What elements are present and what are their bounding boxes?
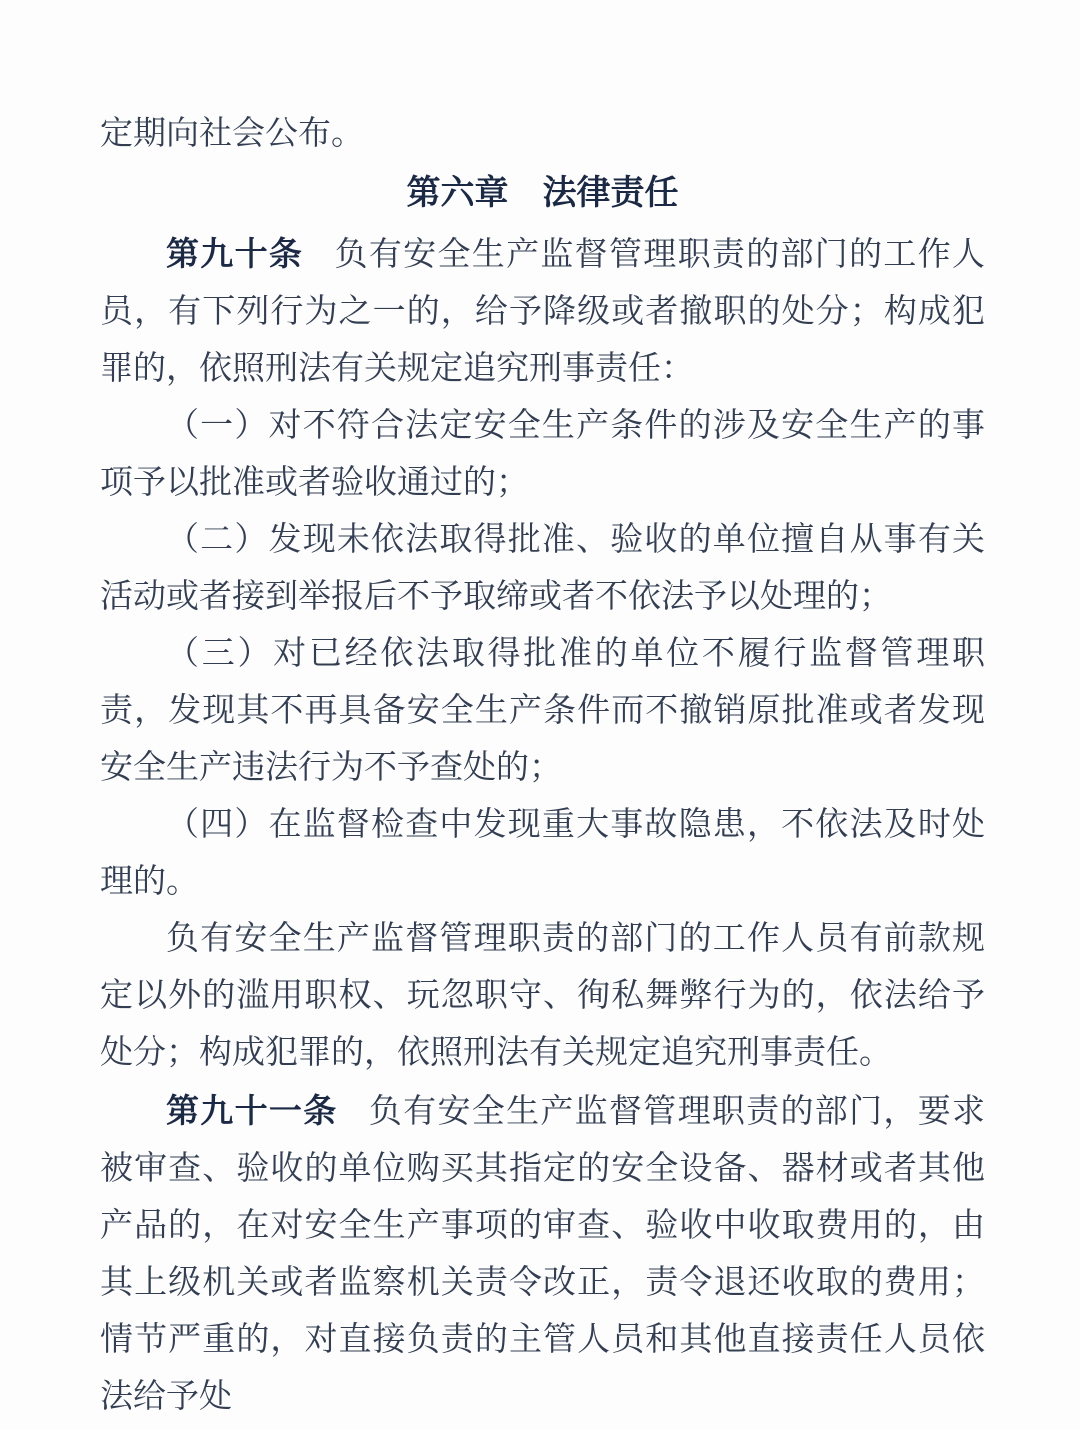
paragraph-continuation: 定期向社会公布。 xyxy=(100,116,364,152)
article-90-intro-paragraph xyxy=(100,225,985,398)
article-90-intro-text: 负有安全生产监督管理职责的部门的工作人员，有下列行为之一的，给予降级或者撤职的处分；构成犯罪的，依照刑法有关规定追究刑事责任： xyxy=(100,237,986,387)
article-90-item-4: （四）在监督检查中发现重大事故隐患，不依法及时处理的。 xyxy=(100,807,985,900)
article-91-intro-paragraph xyxy=(100,1082,985,1426)
article-90-number: 第九十条 xyxy=(166,235,304,272)
chapter-number: 第六章 xyxy=(406,174,509,212)
article-91-intro-text: 负有安全生产监督管理职责的部门，要求被审查、验收的单位购买其指定的安全设备、器材或者其他产品的，在对安全生产事项的审查、验收中收取费用的，由其上级机关或者监察机关责令改正，责令退还收取的费用；情节严重的，对直接负责的主管人员和其他直接责任人员依法给予处 xyxy=(100,1094,986,1415)
chapter-heading xyxy=(100,165,985,222)
article-90-item-2: （二）发现未依法取得批准、验收的单位擅自从事有关活动或者接到举报后不予取缔或者不依法予以处理的； xyxy=(100,522,985,615)
article-90-item-3: （三）对已经依法取得批准的单位不履行监督管理职责，发现其不再具备安全生产条件而不撤销原批准或者发现安全生产违法行为不予查处的； xyxy=(100,636,985,786)
chapter-title: 法律责任 xyxy=(542,174,679,212)
article-90-closing-paragraph: 负有安全生产监督管理职责的部门的工作人员有前款规定以外的滥用职权、玩忽职守、徇私舞弊行为的，依法给予处分；构成犯罪的，依照刑法有关规定追究刑事责任。 xyxy=(100,921,985,1071)
article-90-item-1: （一）对不符合法定安全生产条件的涉及安全生产的事项予以批准或者验收通过的； xyxy=(100,408,985,501)
article-91-number: 第九十一条 xyxy=(166,1092,338,1129)
